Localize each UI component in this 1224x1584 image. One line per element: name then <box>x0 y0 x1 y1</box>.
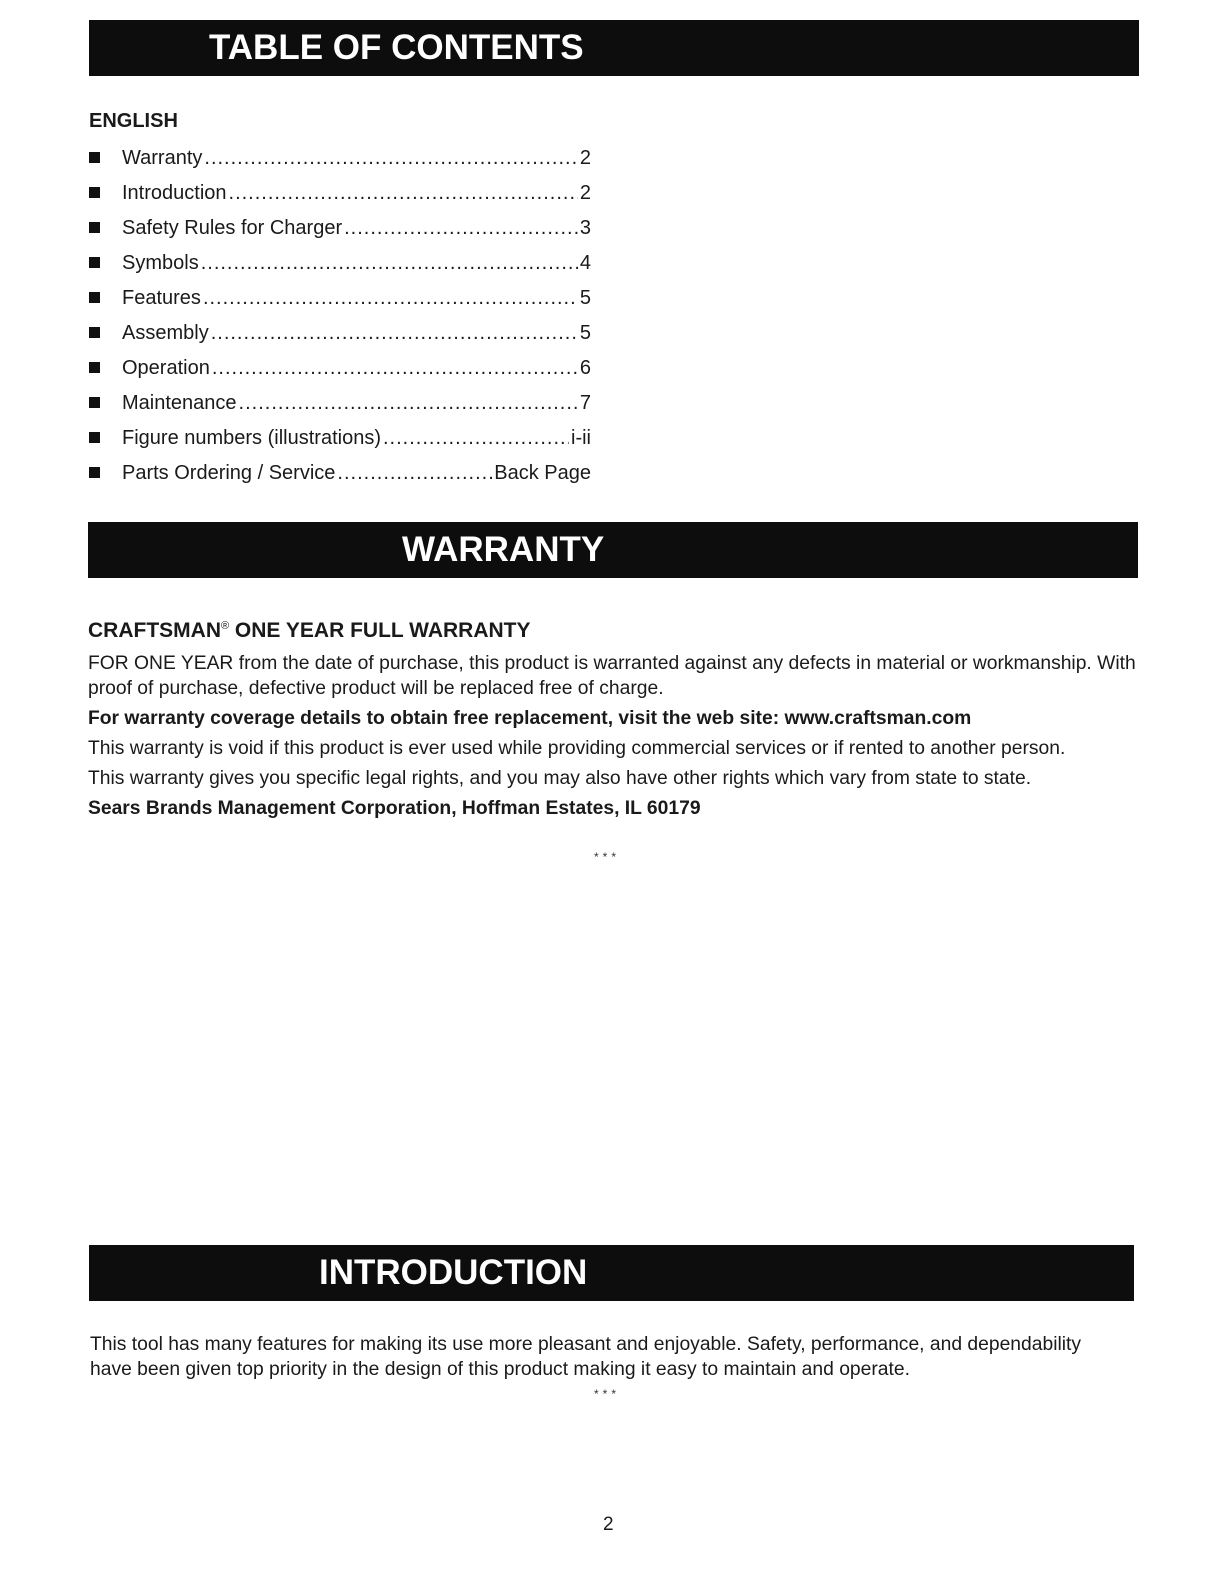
toc-item-page: 5 <box>579 322 591 344</box>
square-bullet-icon <box>89 397 100 408</box>
toc-item-page: 6 <box>579 357 591 379</box>
toc-item-title: Operation <box>122 357 210 379</box>
square-bullet-icon <box>89 222 100 233</box>
square-bullet-icon <box>89 187 100 198</box>
toc-item-title: Maintenance <box>122 392 237 414</box>
square-bullet-icon <box>89 467 100 478</box>
toc-item-page: 2 <box>579 182 591 204</box>
square-bullet-icon <box>89 432 100 443</box>
toc-item-title: Features <box>122 287 201 309</box>
dot-leader <box>383 423 569 453</box>
warranty-banner <box>88 522 1138 578</box>
introduction-banner <box>89 1245 1134 1301</box>
introduction-paragraph: This tool has many features for making its use more pleasant and enjoyable. Safety, performance, and dependability have been given top priority in the design of this product making it easy to maintain and operate. <box>90 1334 1082 1380</box>
warranty-banner-title: WARRANTY <box>402 530 605 569</box>
toc-item-title: Introduction <box>122 182 227 204</box>
square-bullet-icon <box>89 257 100 268</box>
toc-language-heading: ENGLISH <box>89 110 178 132</box>
square-bullet-icon <box>89 152 100 163</box>
toc-item-page: i-ii <box>571 427 591 449</box>
section-separator: *** <box>594 850 621 864</box>
toc-item[interactable] <box>89 283 591 318</box>
square-bullet-icon <box>89 327 100 338</box>
toc-item-title: Warranty <box>122 147 203 169</box>
toc-item[interactable] <box>89 458 591 493</box>
dot-leader <box>211 318 578 348</box>
toc-item-title: Assembly <box>122 322 209 344</box>
toc-item-title: Safety Rules for Charger <box>122 217 343 239</box>
toc-item-title: Symbols <box>122 252 199 274</box>
toc-item-title: Parts Ordering / Service <box>122 462 336 484</box>
toc-item[interactable] <box>89 178 591 213</box>
toc-item[interactable] <box>89 388 591 423</box>
toc-item-page: 2 <box>579 147 591 169</box>
toc-item-page: 4 <box>579 252 591 274</box>
dot-leader <box>204 143 577 173</box>
toc-item-page: 7 <box>579 392 591 414</box>
toc-item[interactable] <box>89 353 591 388</box>
toc-banner-title: TABLE OF CONTENTS <box>209 28 584 67</box>
warranty-heading-rest: ONE YEAR FULL WARRANTY <box>229 619 531 642</box>
toc-item[interactable] <box>89 143 591 178</box>
dot-leader <box>239 388 578 418</box>
toc-item-page: Back Page <box>494 462 591 484</box>
dot-leader <box>201 248 578 278</box>
toc-item[interactable] <box>89 213 591 248</box>
toc-banner <box>89 20 1139 76</box>
toc-item[interactable] <box>89 423 591 458</box>
toc-item-page: 5 <box>579 287 591 309</box>
toc-item[interactable] <box>89 248 591 283</box>
square-bullet-icon <box>89 362 100 373</box>
square-bullet-icon <box>89 292 100 303</box>
page-number: 2 <box>603 1514 614 1535</box>
warranty-heading-brand: CRAFTSMAN <box>88 619 221 642</box>
introduction-banner-title: INTRODUCTION <box>319 1253 588 1292</box>
toc-item[interactable] <box>89 318 591 353</box>
toc-item-page: 3 <box>579 217 591 239</box>
section-separator: *** <box>594 1387 621 1401</box>
dot-leader <box>212 353 578 383</box>
toc-item-title: Figure numbers (illustrations) <box>122 427 381 449</box>
warranty-paragraph: FOR ONE YEAR from the date of purchase, this product is warranted against any defects in material or workmanship. With proof of purchase, defective product will be replaced free of charge. <box>88 653 1136 699</box>
dot-leader <box>203 283 578 313</box>
warranty-coverage-note: For warranty coverage details to obtain free replacement, visit the web site: www.craftsman.com <box>88 708 972 729</box>
warranty-company: Sears Brands Management Corporation, Hoffman Estates, IL 60179 <box>88 798 701 819</box>
warranty-rights-note: This warranty gives you specific legal rights, and you may also have other rights which vary from state to state. <box>88 768 1032 789</box>
warranty-heading <box>88 612 1143 645</box>
registered-mark: ® <box>220 620 230 632</box>
dot-leader <box>344 213 578 243</box>
dot-leader <box>337 458 492 488</box>
dot-leader <box>229 178 578 208</box>
warranty-void-note: This warranty is void if this product is ever used while providing commercial services or if rented to another person. <box>88 738 1066 759</box>
warranty-section <box>88 612 1143 826</box>
toc-list <box>89 143 591 493</box>
